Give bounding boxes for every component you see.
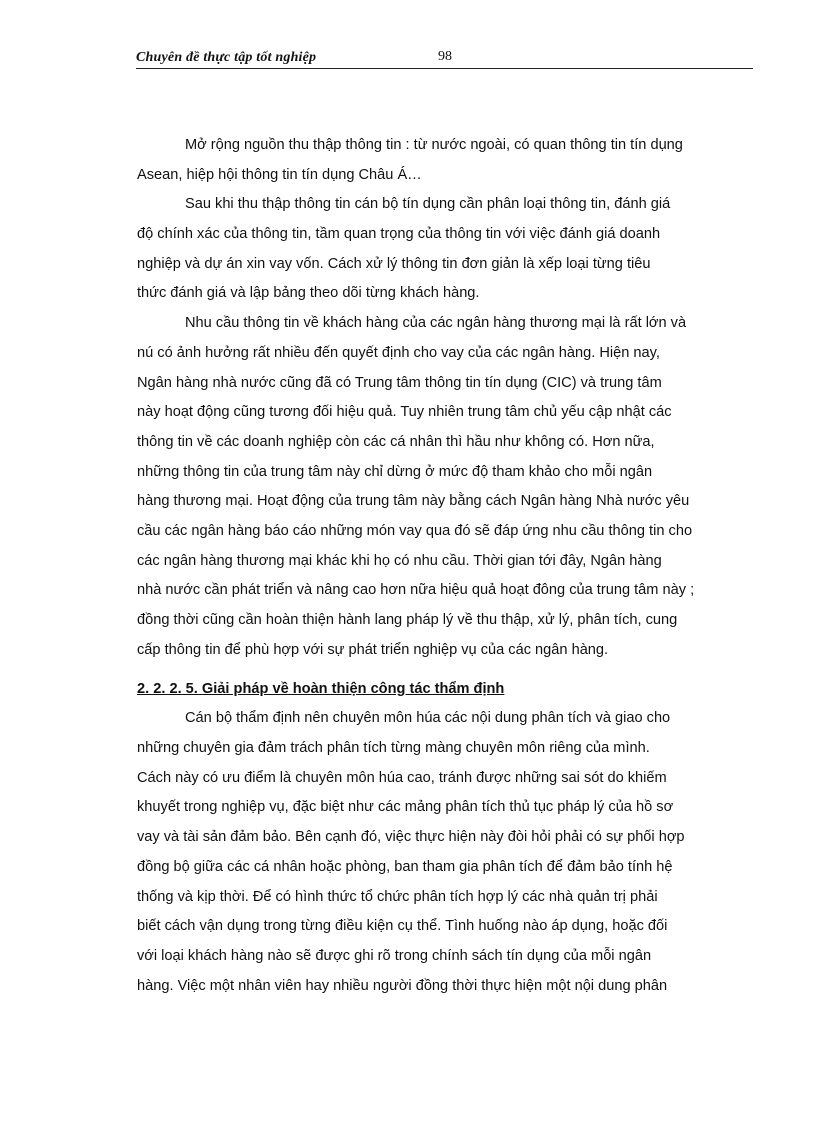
paragraph xyxy=(137,190,767,309)
text-line: nhà nước cần phát triển và nâng cao hơn nữa hiệu quả hoạt đông của trung tâm này ; xyxy=(137,582,695,599)
text-line: Asean, hiệp hội thông tin tín dụng Châu Á… xyxy=(137,166,422,183)
text-line: Cán bộ thẩm định nên chuyên môn húa các nội dung phân tích và giao cho xyxy=(185,710,671,727)
section-heading: 2. 2. 2. 5. Giải pháp về hoàn thiện công tác thẩm định xyxy=(137,681,505,698)
text-line: đồng bộ giữa các cá nhân hoặc phòng, ban tham gia phân tích để đảm bảo tính hệ xyxy=(137,858,673,875)
text-line: vay và tài sản đảm bảo. Bên cạnh đó, việc thực hiện này đòi hỏi phải có sự phối hợp xyxy=(137,829,685,846)
text-line: nghiệp và dự án xin vay vốn. Cách xử lý thông tin đơn giản là xếp loại từng tiêu xyxy=(137,255,651,272)
text-line: Ngân hàng nhà nước cũng đã có Trung tâm thông tin tín dụng (CIC) và trung tâm xyxy=(137,374,662,391)
document-body xyxy=(137,131,767,1001)
text-line: Cách này có ưu điểm là chuyên môn húa cao, tránh được những sai sót do khiếm xyxy=(137,769,667,786)
text-line: khuyết trong nghiệp vụ, đặc biệt như các mảng phân tích thủ tục pháp lý của hồ sơ xyxy=(137,799,674,816)
text-line: này hoạt động cũng tương đối hiệu quả. Tuy nhiên trung tâm chủ yếu cập nhật các xyxy=(137,404,672,421)
header-title: Chuyên đề thực tập tốt nghiệp xyxy=(136,50,317,65)
text-line: hàng. Việc một nhân viên hay nhiều người đồng thời thực hiện một nội dung phân xyxy=(137,977,668,994)
text-line: hàng thương mại. Hoạt động của trung tâm này bằng cách Ngân hàng Nhà nước yêu xyxy=(137,493,690,510)
text-line: những thông tin của trung tâm này chỉ dừng ở mức độ tham khảo cho mỗi ngân xyxy=(137,463,653,480)
text-line: những chuyên gia đảm trách phân tích từng màng chuyên môn riêng của mình. xyxy=(137,740,650,757)
text-line: thông tin về các doanh nghiệp còn các cá nhân thì hầu như không có. Hơn nữa, xyxy=(137,433,655,450)
text-line: Sau khi thu thập thông tin cán bộ tín dụng cần phân loại thông tin, đánh giá xyxy=(185,196,671,213)
text-line: Mở rộng nguồn thu thập thông tin : từ nước ngoài, có quan thông tin tín dụng xyxy=(185,137,683,153)
text-line: thống và kịp thời. Để có hình thức tổ chức phân tích hợp lý các nhà quản trị phải xyxy=(137,888,658,905)
paragraph xyxy=(137,309,767,665)
paragraph xyxy=(137,704,767,1001)
text-line: đồng thời cũng cần hoàn thiện hành lang pháp lý về thu thập, xử lý, phân tích, cung xyxy=(137,612,678,628)
text-line: các ngân hàng thương mại khác khi họ có nhu cầu. Thời gian tới đây, Ngân hàng xyxy=(137,552,662,569)
paragraph xyxy=(137,131,767,190)
text-line: độ chính xác của thông tin, tầm quan trọng của thông tin với việc đánh giá doanh xyxy=(137,226,661,243)
text-line: Nhu cầu thông tin về khách hàng của các ngân hàng thương mại là rất lớn và xyxy=(185,315,687,332)
text-line: biết cách vận dụng trong từng điều kiện cụ thể. Tình huống nào áp dụng, hoặc đối xyxy=(137,918,668,935)
text-line: cầu các ngân hàng báo cáo những món vay qua đó sẽ đáp ứng nhu cầu thông tin cho xyxy=(137,522,693,539)
text-line: với loại khách hàng nào sẽ được ghi rõ trong chính sách tín dụng của mỗi ngân xyxy=(137,947,652,964)
page-number: 98 xyxy=(438,49,452,64)
text-line: cấp thông tin để phù hợp với sự phát triển nghiệp vụ của các ngân hàng. xyxy=(137,641,609,658)
text-line: nú có ảnh hưởng rất nhiều đến quyết định cho vay của các ngân hàng. Hiện nay, xyxy=(137,344,660,361)
page-header xyxy=(136,48,753,69)
text-line: thức đánh giá và lập bảng theo dõi từng khách hàng. xyxy=(137,285,480,302)
